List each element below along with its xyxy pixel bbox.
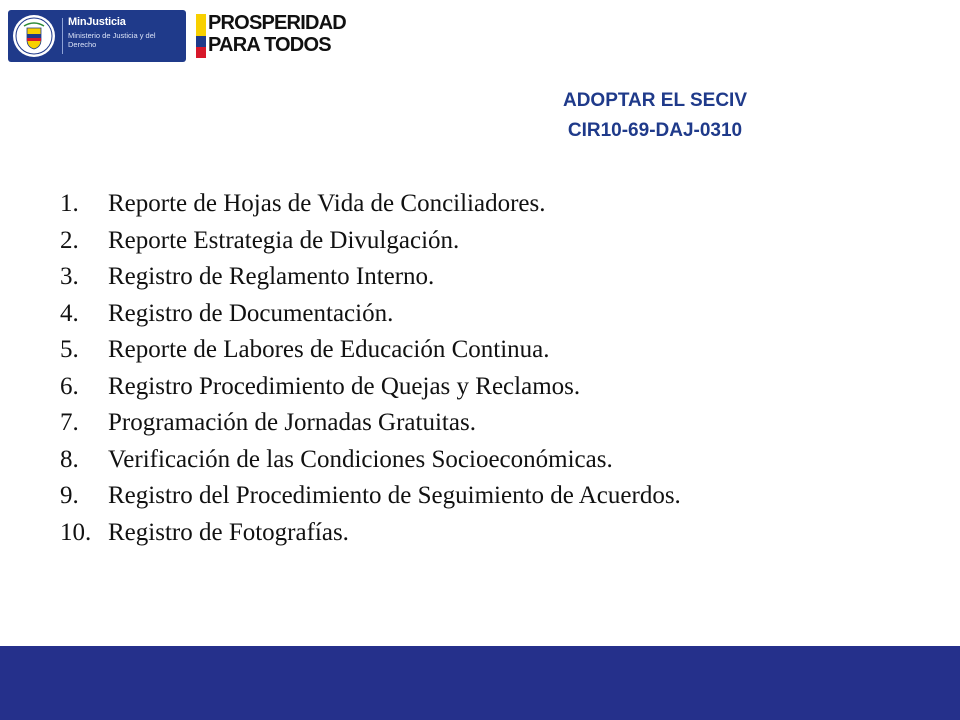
- list-item-number: 2.: [60, 226, 79, 254]
- title-line1: ADOPTAR EL SECIV: [562, 90, 748, 111]
- prosperidad-text: [208, 12, 346, 56]
- list-item-number: 10.: [60, 518, 92, 546]
- list-item-number: 8.: [60, 445, 79, 473]
- list-item-number: 4.: [60, 299, 79, 327]
- prosperidad-logo: [196, 10, 366, 62]
- list-item: [60, 296, 898, 333]
- header-logos: [0, 0, 960, 72]
- list-item: [60, 478, 898, 515]
- list-item-text: Registro de Reglamento Interno.: [108, 263, 435, 290]
- list-item-number: 7.: [60, 409, 79, 436]
- title-line2: CIR10-69-DAJ-0310: [567, 120, 743, 141]
- list-item-number: 1.: [60, 190, 79, 217]
- prosperidad-line1: PROSPERIDAD: [208, 12, 346, 34]
- list-item: [60, 332, 898, 369]
- list-item-number: 5.: [60, 336, 79, 363]
- list-item-text: Reporte de Labores de Educación Continua.: [108, 336, 550, 363]
- steps-list: [60, 186, 898, 551]
- list-item-number: 9.: [60, 482, 79, 509]
- slide-title: [460, 86, 850, 146]
- list-item-number: 3.: [60, 263, 79, 290]
- logo-separator: [62, 18, 63, 54]
- minjusticia-name: MinJusticia: [68, 16, 126, 28]
- list-item-text: Registro de Fotografías.: [108, 518, 349, 546]
- list-item-text: Verificación de las Condiciones Socioeconómicas.: [108, 445, 613, 473]
- colombia-seal-icon: [12, 14, 56, 58]
- colombia-flag-icon: [196, 14, 206, 58]
- list-item: [60, 442, 898, 479]
- list-item: [60, 223, 898, 260]
- list-item-number: 6.: [60, 372, 79, 400]
- list-item-text: Registro de Documentación.: [108, 299, 394, 327]
- list-item-text: Reporte de Hojas de Vida de Conciliadores.: [108, 190, 546, 217]
- list-item: [60, 515, 898, 552]
- list-item-text: Reporte Estrategia de Divulgación.: [108, 226, 460, 254]
- minjusticia-logo: [8, 10, 186, 62]
- footer-bar: [0, 646, 960, 720]
- list-item-text: Registro Procedimiento de Quejas y Reclamos.: [108, 372, 581, 400]
- prosperidad-line2: PARA TODOS: [208, 34, 331, 56]
- minjusticia-subtitle: Ministerio de Justicia y del Derecho: [68, 31, 156, 49]
- list-item: [60, 405, 898, 442]
- list-item-text: Registro del Procedimiento de Seguimiento de Acuerdos.: [108, 482, 681, 509]
- list-item-text: Programación de Jornadas Gratuitas.: [108, 409, 476, 436]
- list-item: [60, 369, 898, 406]
- list-item: [60, 259, 898, 296]
- list-item: [60, 186, 898, 223]
